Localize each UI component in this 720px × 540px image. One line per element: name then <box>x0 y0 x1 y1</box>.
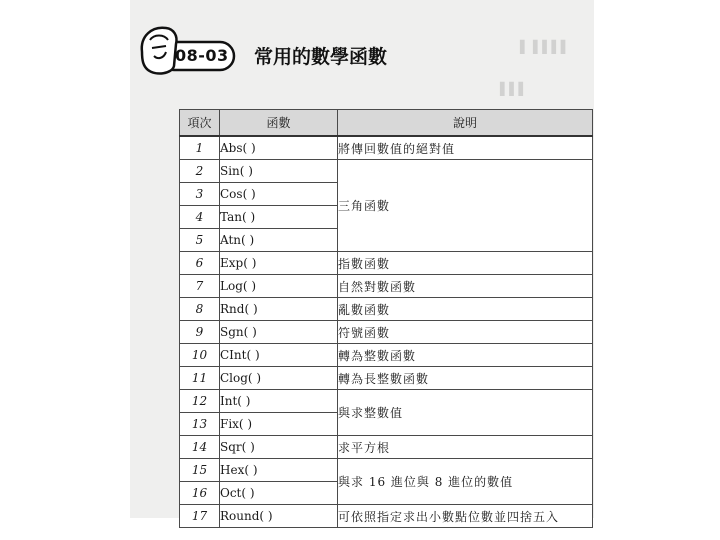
function-description: 三角函數 <box>338 160 593 252</box>
table-row <box>180 160 593 183</box>
function-description: 轉為整數函數 <box>338 344 593 367</box>
show-through-text: ▌ ▌▌▌▌ <box>520 40 570 54</box>
function-description: 與求 16 進位與 8 進位的數值 <box>338 459 593 505</box>
math-functions-table <box>179 109 593 528</box>
function-description: 轉為長整數函數 <box>338 367 593 390</box>
row-number: 6 <box>180 252 220 275</box>
function-description: 與求整數值 <box>338 390 593 436</box>
section-code: 08-03 <box>175 46 229 65</box>
function-description: 指數函數 <box>338 252 593 275</box>
row-number: 2 <box>180 160 220 183</box>
table-row <box>180 367 593 390</box>
row-number: 1 <box>180 136 220 160</box>
function-name: Sgn( ) <box>220 321 338 344</box>
header-index: 項次 <box>180 110 220 137</box>
row-number: 8 <box>180 298 220 321</box>
section-badge <box>138 22 238 78</box>
function-name: Clog( ) <box>220 367 338 390</box>
section-title: 常用的數學函數 <box>254 46 388 68</box>
header-function: 函數 <box>220 110 338 137</box>
function-name: Oct( ) <box>220 482 338 505</box>
function-name: Atn( ) <box>220 229 338 252</box>
table-row <box>180 136 593 160</box>
function-name: Int( ) <box>220 390 338 413</box>
table-row <box>180 275 593 298</box>
row-number: 15 <box>180 459 220 482</box>
function-name: Exp( ) <box>220 252 338 275</box>
table-row <box>180 321 593 344</box>
row-number: 13 <box>180 413 220 436</box>
table-row <box>180 459 593 482</box>
show-through-text: ▌▌▌ <box>500 82 528 96</box>
table-row <box>180 436 593 459</box>
row-number: 11 <box>180 367 220 390</box>
function-name: Round( ) <box>220 505 338 528</box>
row-number: 3 <box>180 183 220 206</box>
row-number: 4 <box>180 206 220 229</box>
table-row <box>180 298 593 321</box>
row-number: 12 <box>180 390 220 413</box>
header-description: 說明 <box>338 110 593 137</box>
row-number: 14 <box>180 436 220 459</box>
table-row <box>180 252 593 275</box>
row-number: 17 <box>180 505 220 528</box>
row-number: 7 <box>180 275 220 298</box>
function-name: Abs( ) <box>220 136 338 160</box>
function-description: 亂數函數 <box>338 298 593 321</box>
row-number: 10 <box>180 344 220 367</box>
function-name: Hex( ) <box>220 459 338 482</box>
function-description: 符號函數 <box>338 321 593 344</box>
function-description: 求平方根 <box>338 436 593 459</box>
function-name: CInt( ) <box>220 344 338 367</box>
table-row <box>180 344 593 367</box>
function-description: 將傳回數值的絕對值 <box>338 136 593 160</box>
row-number: 9 <box>180 321 220 344</box>
table-row <box>180 505 593 528</box>
function-name: Cos( ) <box>220 183 338 206</box>
function-description: 自然對數函數 <box>338 275 593 298</box>
function-name: Rnd( ) <box>220 298 338 321</box>
table-row <box>180 390 593 413</box>
row-number: 16 <box>180 482 220 505</box>
table-header-row <box>180 110 593 137</box>
function-name: Fix( ) <box>220 413 338 436</box>
function-name: Log( ) <box>220 275 338 298</box>
function-name: Tan( ) <box>220 206 338 229</box>
function-name: Sin( ) <box>220 160 338 183</box>
function-description: 可依照指定求出小數點位數並四捨五入 <box>338 505 593 528</box>
row-number: 5 <box>180 229 220 252</box>
function-name: Sqr( ) <box>220 436 338 459</box>
